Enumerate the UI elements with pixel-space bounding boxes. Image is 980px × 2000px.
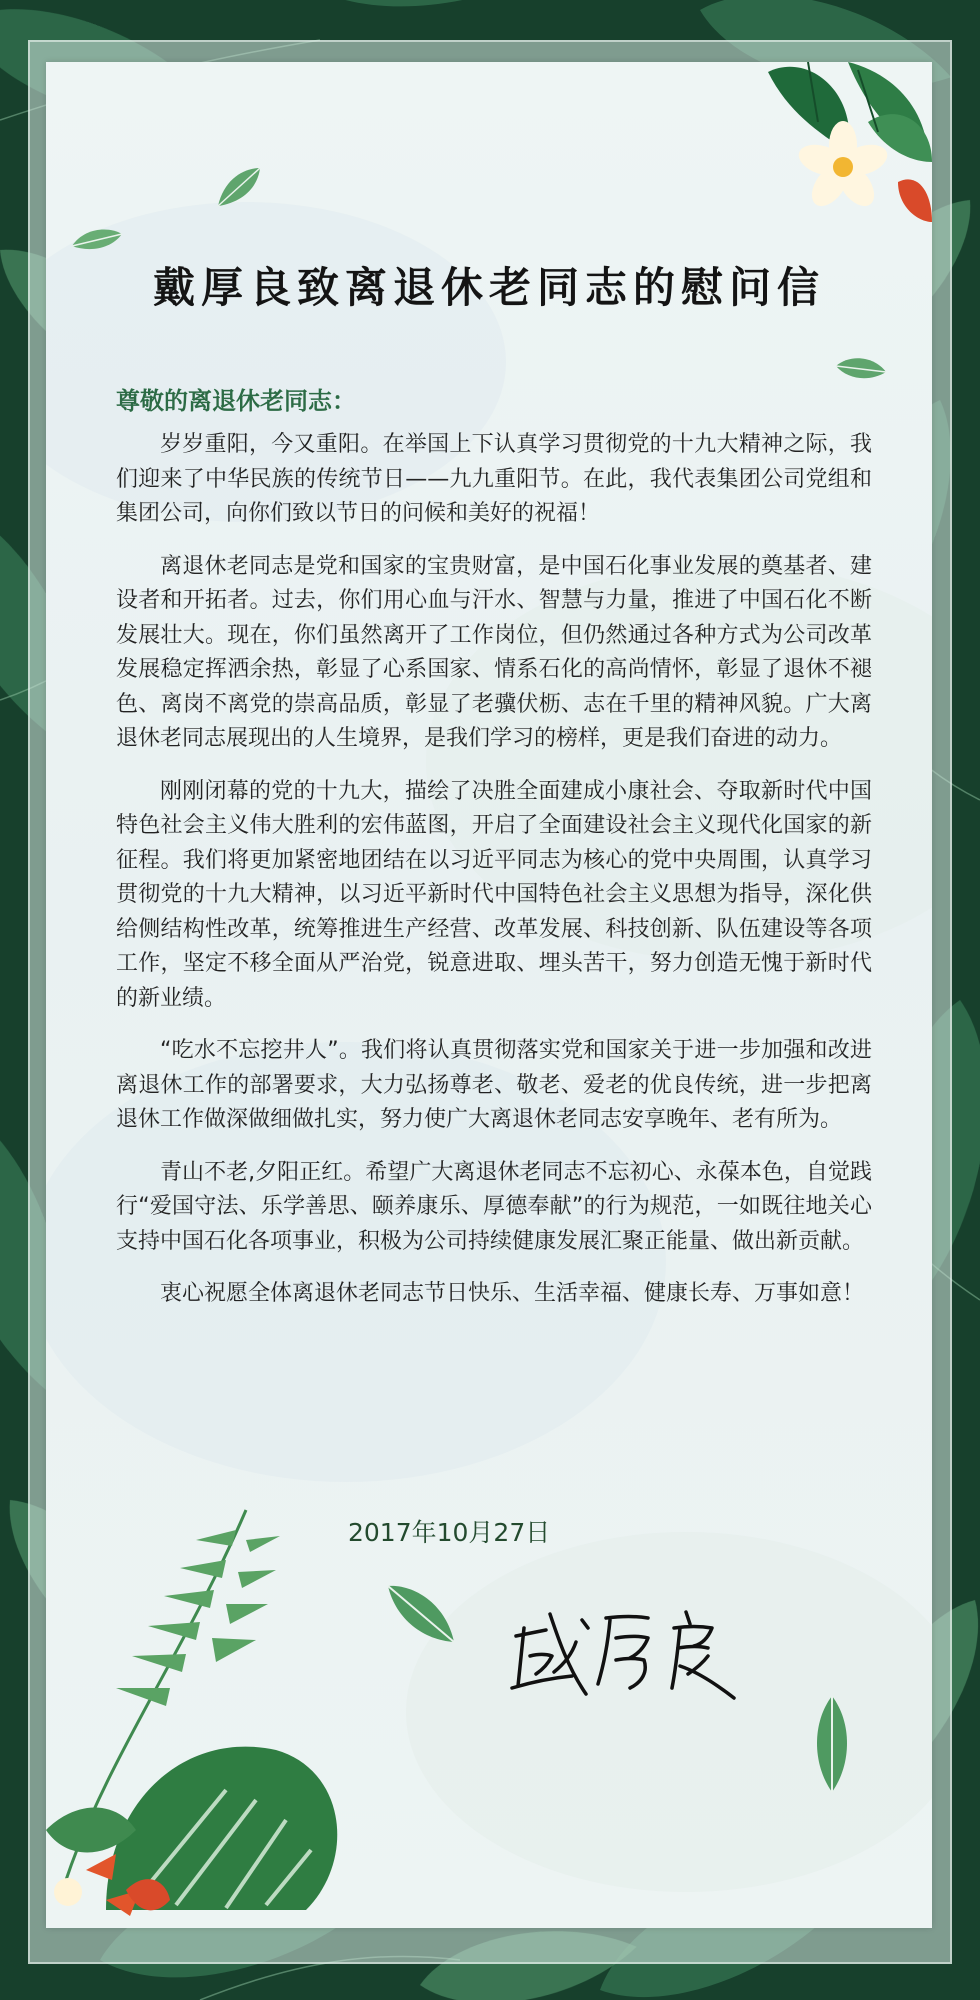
plumeria-flower-decoration (748, 62, 932, 232)
leaf-sprig-icon (384, 1580, 458, 1648)
body-paragraph: 离退休老同志是党和国家的宝贵财富，是中国石化事业发展的奠基者、建设者和开拓者。过去，你们用心血与汗水、智慧与力量，推进了中国石化不断发展壮大。现在，你们虽然离开了工作岗位，但仍然通过各种方式为公司改革发展稳定挥洒余热，彰显了心系国家、情系石化的高尚情怀，彰显了退休不褪色、离岗不离党的崇高品质，彰显了老骥伏枥、志在千里的精神风貌。广大离退休老同志展现出的人生境界，是我们学习的榜样，更是我们奋进的动力。 (116, 553, 872, 751)
body-paragraph: 青山不老,夕阳正红。希望广大离退休老同志不忘初心、永葆本色，自觉践行“爱国守法、乐学善思、颐养康乐、厚德奉献”的行为规范，一如既往地关心支持中国石化各项事业，积极为公司持续健康发展汇聚正能量、做出新贡献。 (116, 1159, 872, 1254)
leaf-sprig-icon (70, 224, 124, 254)
body-paragraph: 刚刚闭幕的党的十九大，描绘了决胜全面建成小康社会、夺取新时代中国特色社会主义伟大胜利的宏伟蓝图，开启了全面建设社会主义现代化国家的新征程。我们将更加紧密地团结在以习近平同志为核心的党中央周围，认真学习贯彻党的十九大精神，以习近平新时代中国特色社会主义思想为指导，深化供给侧结构性改革，统筹推进生产经营、改革发展、科技创新、队伍建设等各项工作，坚定不移全面从严治党，锐意进取、埋头苦干，努力创造无愧于新时代的新业绩。 (116, 778, 872, 1011)
handwritten-signature (502, 1598, 762, 1708)
body-paragraph: 衷心祝愿全体离退休老同志节日快乐、生活幸福、健康长寿、万事如意！ (160, 1281, 865, 1306)
leaf-sprig-icon (810, 1694, 854, 1794)
leaf-sprig-icon (834, 354, 888, 384)
body-paragraph: 岁岁重阳，今又重阳。在举国上下认真学习贯彻党的十九大精神之际，我们迎来了中华民族的传统节日——九九重阳节。在此，我代表集团公司党组和集团公司，向你们致以节日的问候和美好的祝福！ (116, 432, 872, 526)
letter-date: 2017年10月27日 (348, 1518, 551, 1547)
letter-title: 戴厚良致离退休老同志的慰问信 (152, 263, 825, 312)
leaf-sprig-icon (214, 164, 264, 210)
letter-greeting: 尊敬的离退休老同志： (116, 387, 356, 415)
letter-body (116, 428, 872, 1330)
monstera-leaves-decoration (46, 1500, 366, 1928)
body-paragraph: “吃水不忘挖井人”。我们将认真贯彻落实党和国家关于进一步加强和改进离退休工作的部署要求，大力弘扬尊老、敬老、爱老的优良传统，进一步把离退休工作做深做细做扎实，努力使广大离退休老同志安享晚年、老有所为。 (116, 1038, 872, 1132)
